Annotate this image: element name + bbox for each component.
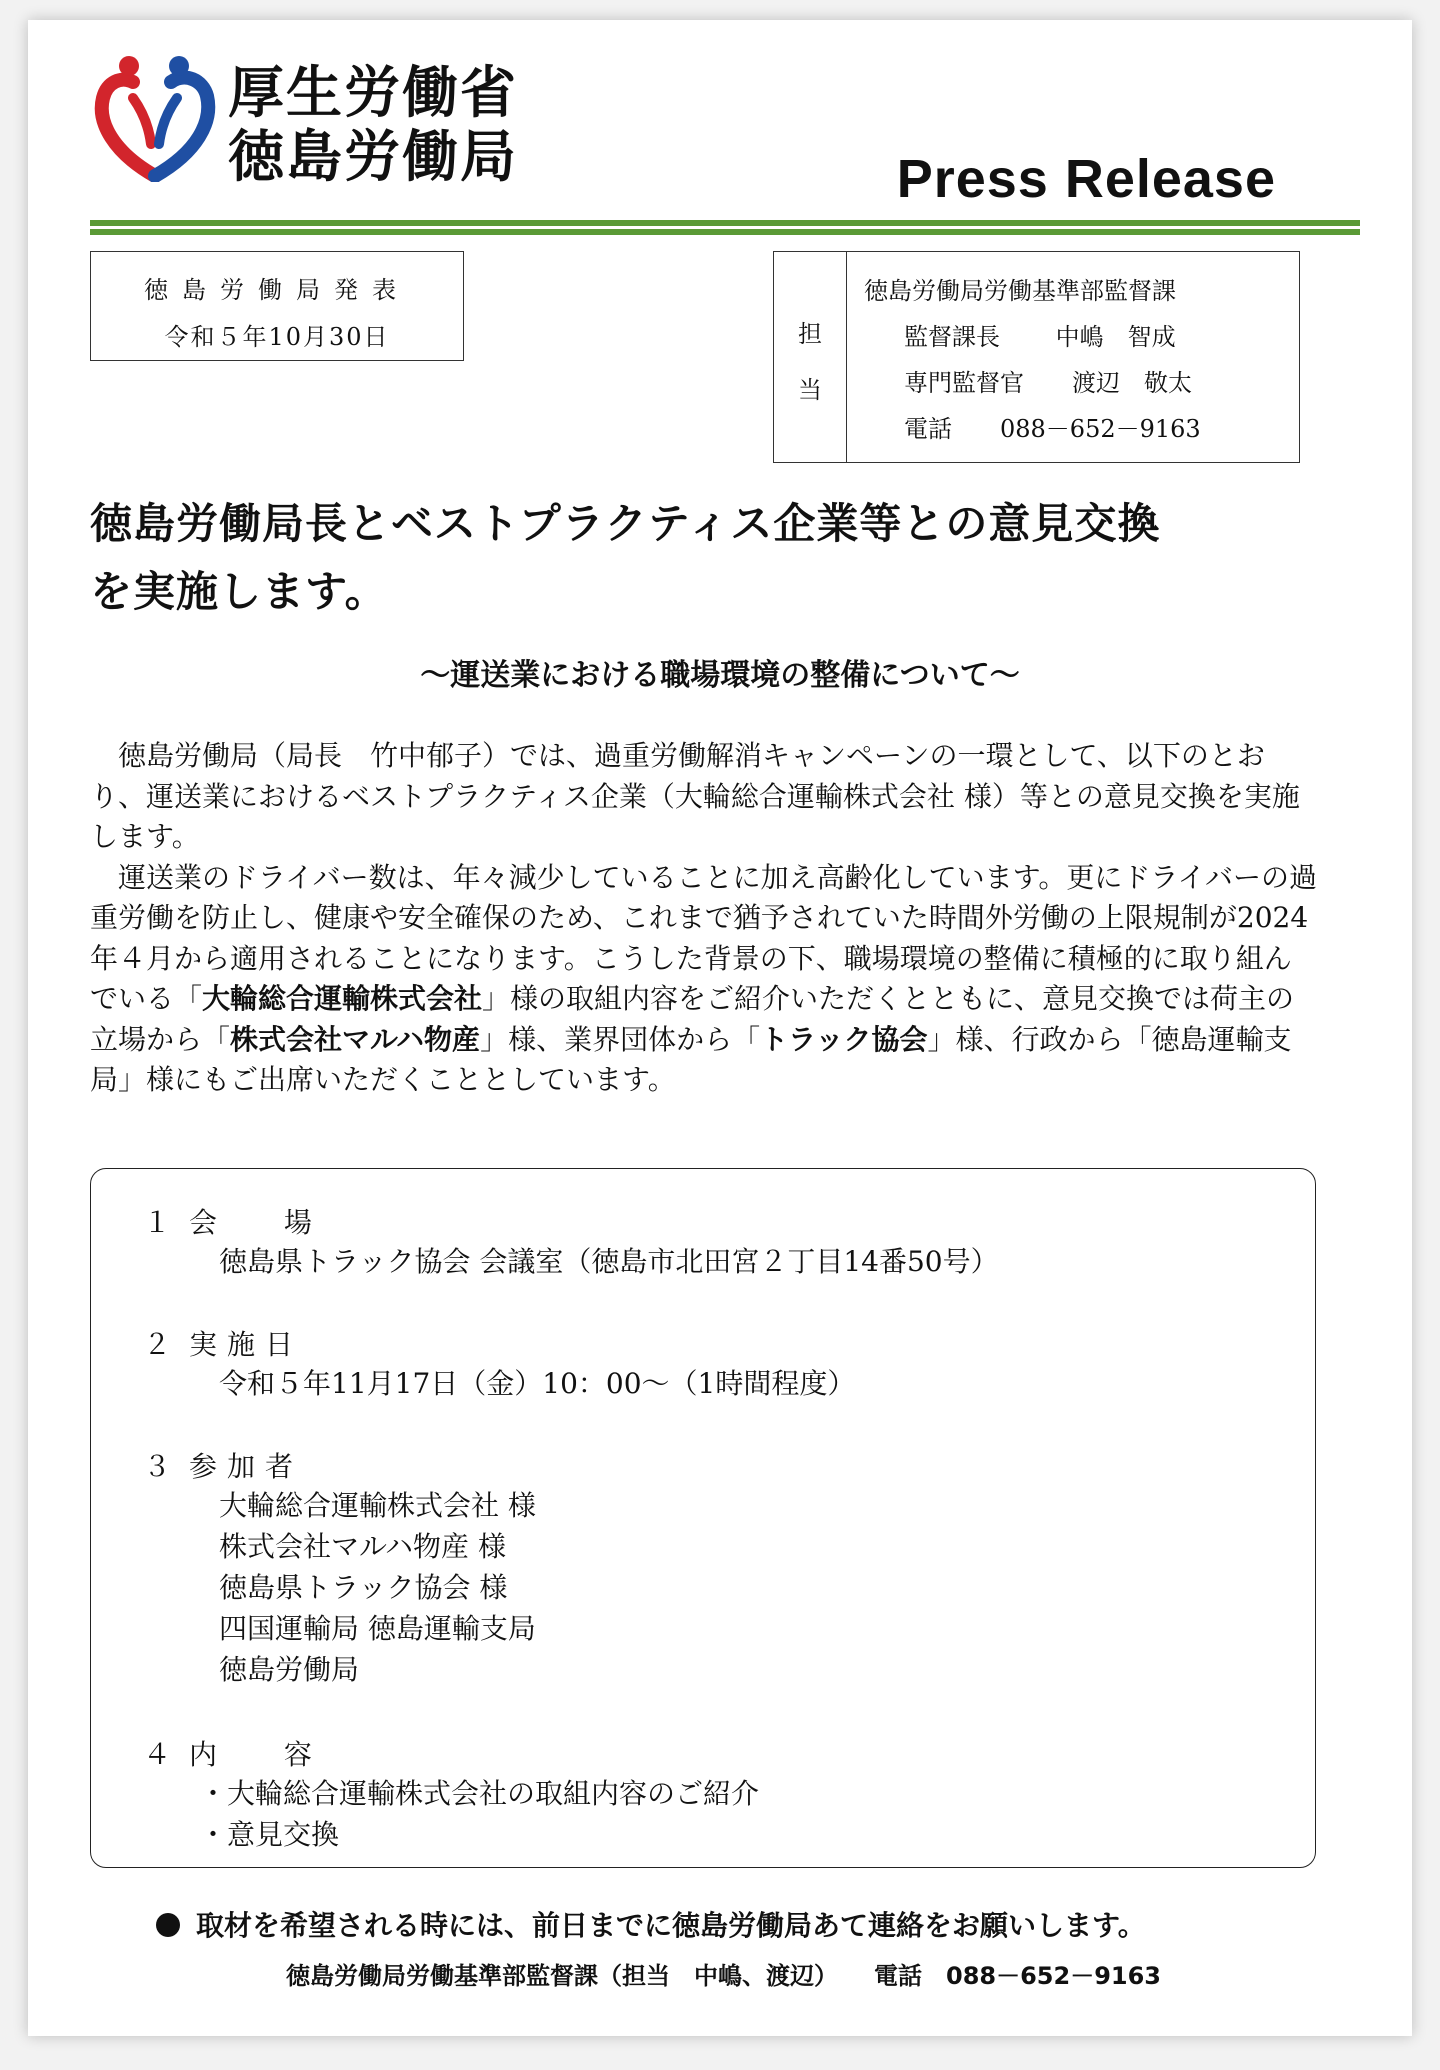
paragraph-2-text: 運送業のドライバー数は、年々減少していることに加え高齢化しています。更にドライバーの過重労働を防止し、健康や安全確保のため、これまで猶予されていた時間外労働の上限規制が2024年４月から適用されることになります。こうした背景の下、職場環境の整備に積極的に取り組んでいる「 (90, 860, 1317, 1015)
section-number: １ (143, 1206, 172, 1239)
issuer-label: 徳島労働局発表 (144, 276, 410, 304)
footer-contact: 徳島労働局労働基準部監督課（担当 中嶋、渡辺） 電話 088－652－9163 (286, 1962, 1161, 1990)
contact-department: 徳島労働局労働基準部監督課 (864, 277, 1176, 305)
contact-row: 専門監督官 渡辺 敬太 (904, 369, 1192, 397)
contact-label-bottom: 当 (798, 376, 822, 404)
venue-text: 徳島県トラック協会 会議室（徳島市北田宮２丁目14番50号） (219, 1245, 999, 1278)
section-heading: 実施日 (189, 1328, 304, 1361)
contact-row: 監督課長 中嶋 智成 (904, 323, 1176, 351)
participant: 大輪総合運輸株式会社 様 (219, 1489, 536, 1522)
section-lines (219, 1485, 536, 1690)
press-notice-text: 取材を希望される時には、前日までに徳島労働局あて連絡をお願いします。 (196, 1909, 1146, 1942)
press-release-label: Press Release (896, 149, 1276, 209)
association-name-bold: トラック協会 (760, 1022, 928, 1056)
page-title (90, 490, 1340, 626)
issuer-box (90, 251, 464, 361)
section-lines (219, 1241, 999, 1282)
content-item: ・意見交換 (199, 1818, 340, 1851)
contact-box (773, 251, 1300, 463)
section-heading: 内 容 (189, 1738, 322, 1771)
ministry-name (228, 62, 518, 190)
title-line-2: を実施します。 (90, 567, 388, 616)
contact-phone: 電話 088－652－9163 (904, 415, 1201, 443)
contact-details (864, 268, 1201, 452)
section-lines (199, 1773, 759, 1855)
paragraph-2 (90, 858, 1318, 1101)
section-lines (219, 1363, 855, 1404)
content-item: ・大輪総合運輸株式会社の取組内容のご紹介 (199, 1777, 760, 1810)
section-number: ４ (143, 1738, 172, 1771)
ministry-line-1: 厚生労働省 (228, 61, 518, 126)
ministry-logo-icon (93, 52, 217, 182)
paragraph-2-text: 」様、業界団体から「 (480, 1022, 761, 1056)
header-rule-bottom (90, 229, 1360, 235)
participant: 四国運輸局 徳島運輸支局 (219, 1612, 536, 1645)
header-rule-top (90, 220, 1360, 226)
title-line-1: 徳島労働局長とベストプラクティス企業等との意見交換 (90, 499, 1161, 548)
paragraph-2-text: 」様、行政から「徳島運輸支局」様にもご出席いただくこととしています。 (90, 1022, 1292, 1096)
section-number: ３ (143, 1450, 172, 1483)
paragraph-2-text: 」様の取組内容をご紹介いただくとともに、意見交換では荷主の立場から「 (90, 982, 1295, 1056)
contact-label-column (774, 252, 847, 462)
press-release-page (28, 20, 1412, 2036)
ministry-line-2: 徳島労働局 (228, 125, 518, 190)
section-number: ２ (143, 1328, 172, 1361)
issue-date: 令和５年10月30日 (164, 323, 390, 351)
page-subtitle: ～運送業における職場環境の整備について～ (420, 658, 1020, 693)
participant: 株式会社マルハ物産 様 (219, 1530, 506, 1563)
bullet-icon (156, 1913, 180, 1937)
body-text (90, 736, 1318, 1101)
section-heading: 会 場 (189, 1206, 322, 1239)
details-box (90, 1168, 1316, 1868)
paragraph-1: 徳島労働局（局長 竹中郁子）では、過重労働解消キャンペーンの一環として、以下のとおり、運送業におけるベストプラクティス企業（大輪総合運輸株式会社 様）等との意見交換を実施します。 (90, 739, 1300, 853)
participant: 徳島県トラック協会 様 (219, 1571, 508, 1604)
participant: 徳島労働局 (219, 1653, 360, 1686)
shipper-name-bold: 株式会社マルハ物産 (230, 1022, 481, 1056)
contact-label-top: 担 (798, 320, 822, 348)
press-notice (156, 1904, 1146, 1944)
date-text: 令和５年11月17日（金）10：00～（1時間程度） (219, 1367, 856, 1400)
section-heading: 参加者 (189, 1450, 304, 1483)
company-name-bold: 大輪総合運輸株式会社 (202, 982, 483, 1015)
